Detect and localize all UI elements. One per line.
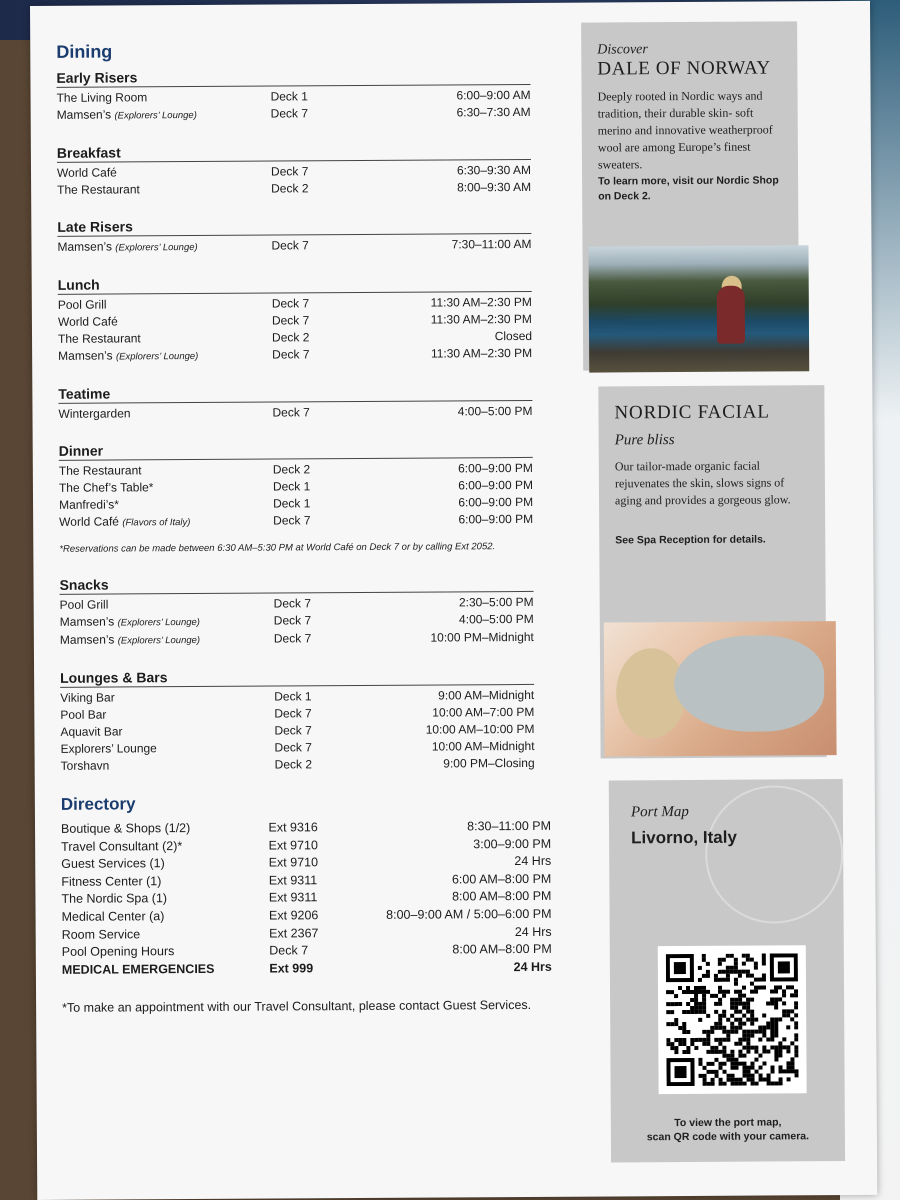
service-name: Room Service	[61, 926, 141, 942]
venue-deck: Deck 7	[271, 313, 310, 328]
venue-name-cell	[60, 631, 274, 650]
venue-hours: 10:00 AM–7:00 PM	[432, 704, 535, 720]
venue-deck: Deck 7	[273, 631, 312, 646]
section-heading: Lounges & Bars	[60, 667, 534, 688]
venue-row	[61, 755, 551, 775]
venue-deck: Deck 7	[274, 723, 312, 738]
venue-deck: Deck 7	[273, 513, 311, 528]
venue-name: Mamsen’s	[56, 107, 112, 122]
venue-note: (Explorers’ Lounge)	[117, 616, 201, 629]
section-heading: Teatime	[58, 383, 532, 404]
dining-section	[57, 142, 547, 199]
service-name: Medical Center (a)	[61, 909, 165, 924]
service-hours: 8:00 AM–8:00 PM	[452, 889, 552, 904]
venue-name: The Living Room	[56, 90, 148, 105]
service-extension: Ext 9710	[268, 837, 318, 853]
venue-hours: 11:30 AM–2:30 PM	[430, 294, 532, 310]
venue-deck: Deck 7	[271, 238, 309, 253]
venue-deck: Deck 7	[273, 596, 312, 611]
venue-name: Mamsen’s	[59, 632, 115, 647]
venue-deck: Deck 7	[273, 613, 312, 628]
qr-code-icon	[666, 953, 799, 1086]
service-name: The Nordic Spa (1)	[61, 891, 168, 907]
reservation-footnote: *Reservations can be made between 6:30 AM–5:30 PM at World Café on Deck 7 or by calling Ext 2052.	[59, 541, 496, 555]
venue-note: (Flavors of Italy)	[122, 517, 191, 529]
section-heading: Early Risers	[56, 67, 530, 88]
venue-deck: Deck 1	[272, 479, 311, 494]
fjord-photo	[588, 245, 809, 372]
qr-caption-line-1: To view the port map,	[674, 1116, 782, 1130]
service-hours: 24 Hrs	[513, 959, 552, 974]
venue-hours: 11:30 AM–2:30 PM	[430, 345, 533, 361]
section-heading: Breakfast	[57, 142, 531, 163]
venue-name: The Restaurant	[58, 463, 142, 478]
qr-caption-line-2: scan QR code with your camera.	[646, 1130, 810, 1144]
service-extension: Ext 999	[269, 961, 314, 976]
venue-name: Pool Bar	[60, 707, 107, 722]
nordic-facial-ad	[598, 385, 826, 758]
venue-name-cell	[60, 689, 274, 707]
venue-hours: 9:00 AM–Midnight	[438, 687, 535, 703]
venue-hours: 10:00 AM–10:00 PM	[425, 721, 535, 737]
venue-name-cell	[60, 613, 274, 632]
venue-row	[59, 511, 549, 532]
venue-deck: Deck 2	[272, 462, 311, 477]
venue-hours: 6:30–7:30 AM	[456, 104, 531, 120]
venue-name-cell	[57, 89, 271, 107]
venue-name-cell	[60, 706, 274, 724]
venue-name: The Chef’s Table*	[58, 480, 154, 495]
venue-row	[57, 236, 547, 257]
service-hours: 6:00 AM–8:00 PM	[451, 871, 552, 887]
ad-heading: NORDIC FACIAL	[614, 401, 770, 424]
venue-hours: 11:30 AM–2:30 PM	[430, 311, 532, 327]
venue-name: Mamsen’s	[57, 239, 112, 254]
service-name: Fitness Center (1)	[61, 873, 162, 889]
venue-name-cell	[58, 296, 272, 314]
venue-name-cell	[59, 513, 273, 532]
venue-name: Aquavit Bar	[60, 724, 123, 739]
directory-rows	[61, 818, 552, 979]
dining-section	[59, 440, 550, 532]
dining-sections	[56, 67, 550, 775]
section-heading: Lunch	[58, 274, 532, 295]
venue-note: (Explorers’ Lounge)	[114, 109, 197, 122]
venue-row	[58, 345, 548, 366]
service-name: Guest Services (1)	[61, 856, 165, 872]
venue-hours: 2:30–5:00 PM	[458, 594, 534, 610]
venue-deck: Deck 1	[274, 689, 312, 704]
qr-caption	[611, 1115, 845, 1144]
venue-hours: 6:30–9:30 AM	[456, 162, 532, 178]
venue-name: Manfredi’s*	[59, 497, 119, 512]
port-map-label: Port Map	[630, 803, 689, 821]
service-name: Pool Opening Hours	[61, 944, 175, 959]
dining-section	[59, 574, 549, 650]
venue-hours: 10:00 PM–Midnight	[430, 629, 534, 645]
ad-body: Our tailor-made organic facial rejuvenates the skin, slows signs of aging and provides a gorgeous glow.	[614, 458, 791, 508]
dining-section	[58, 383, 548, 423]
service-hours: 3:00–9:00 PM	[473, 836, 552, 851]
directory-title: Directory	[60, 794, 136, 814]
venue-name-cell	[58, 313, 272, 331]
service-hours: 24 Hrs	[514, 924, 552, 939]
service-name: MEDICAL EMERGENCIES	[61, 961, 215, 977]
port-map-card	[609, 779, 845, 1162]
venue-note: (Explorers’ Lounge)	[117, 634, 201, 647]
venue-hours: 6:00–9:00 AM	[456, 87, 531, 103]
venue-name-cell	[60, 596, 274, 614]
directory-note: *To make an appointment with our Travel Consultant, please contact Guest Services.	[62, 998, 532, 1016]
venue-hours: 6:00–9:00 PM	[458, 460, 533, 476]
venue-name-cell	[57, 238, 271, 257]
venue-note: (Explorers’ Lounge)	[115, 350, 199, 363]
venue-name: Pool Grill	[57, 297, 107, 312]
venue-hours: 8:00–9:30 AM	[457, 179, 532, 195]
service-hours: 8:00 AM–8:00 PM	[452, 941, 552, 957]
service-extension: Ext 9206	[268, 908, 319, 923]
venue-name: Torshavn	[60, 758, 110, 773]
ad-call-to-action: To learn more, visit our Nordic Shop on Deck 2.	[598, 174, 779, 203]
service-hours: 24 Hrs	[514, 854, 552, 869]
decorative-ornament	[705, 785, 844, 924]
ad-pre-title: Discover	[597, 42, 648, 58]
schedule-column	[56, 39, 552, 1015]
venue-deck: Deck 7	[272, 405, 310, 420]
dining-section	[57, 216, 547, 257]
facial-photo	[604, 621, 837, 756]
venue-name: Mamsen’s	[58, 348, 113, 363]
directory	[61, 792, 552, 1015]
venue-deck: Deck 1	[273, 496, 311, 511]
venue-name-cell	[59, 479, 273, 497]
venue-deck: Deck 7	[272, 347, 310, 362]
venue-name-cell	[58, 405, 272, 423]
ad-call-to-action: See Spa Reception for details.	[615, 533, 766, 547]
venue-hours: Closed	[494, 328, 533, 344]
venue-row	[60, 629, 550, 650]
venue-name-cell	[60, 723, 274, 741]
venue-deck: Deck 2	[274, 757, 313, 772]
venue-name-cell	[58, 347, 272, 366]
service-name: Travel Consultant (2)*	[61, 838, 183, 854]
venue-hours: 7:30–11:00 AM	[451, 236, 532, 252]
photo-figure-body	[717, 286, 745, 344]
directory-row	[62, 959, 552, 980]
port-city: Livorno, Italy	[631, 827, 737, 848]
dale-of-norway-ad	[581, 21, 799, 370]
service-extension: Ext 9311	[268, 890, 318, 905]
section-heading: Dinner	[59, 440, 533, 461]
service-extension: Ext 9710	[268, 855, 319, 870]
venue-hours: 4:00–5:00 PM	[458, 611, 534, 627]
venue-hours: 6:00–9:00 PM	[458, 494, 534, 510]
section-heading: Late Risers	[57, 216, 531, 237]
venue-name-cell	[59, 496, 273, 514]
dining-title: Dining	[56, 41, 113, 62]
venue-row	[57, 104, 547, 125]
venue-deck: Deck 2	[271, 181, 309, 196]
venue-name: The Restaurant	[57, 182, 140, 197]
venue-name-cell	[58, 330, 272, 348]
venue-deck: Deck 7	[270, 106, 309, 121]
venue-name: World Café	[59, 514, 120, 529]
ad-body: Deeply rooted in Nordic ways and tradition, their durable skin- soft merino and innovative weatherproof wool are among Europe’s finest sweaters.	[597, 88, 773, 172]
venue-name: Pool Grill	[59, 597, 109, 612]
ad-heading: DALE OF NORWAY	[597, 57, 771, 80]
venue-deck: Deck 7	[270, 164, 309, 179]
dining-section	[58, 274, 549, 366]
venue-hours: 6:00–9:00 PM	[458, 511, 534, 527]
daily-program-page	[30, 1, 877, 1200]
venue-row	[57, 179, 547, 199]
ad-subheading: Pure bliss	[614, 432, 675, 449]
venue-name-cell	[57, 181, 271, 199]
venue-deck: Deck 7	[274, 740, 312, 755]
venue-deck: Deck 2	[271, 330, 310, 345]
venue-name: World Café	[56, 165, 117, 180]
dining-section	[60, 667, 551, 775]
qr-code[interactable]	[658, 945, 807, 1094]
service-hours: 8:00–9:00 AM / 5:00–6:00 PM	[386, 906, 552, 922]
venue-deck: Deck 7	[271, 296, 310, 311]
venue-row	[58, 403, 548, 423]
dining-section	[56, 67, 546, 125]
service-hours: 8:30–11:00 PM	[467, 818, 552, 834]
venue-name-cell	[60, 740, 274, 758]
photo-face-mask	[674, 635, 825, 732]
venue-hours: 4:00–5:00 PM	[457, 403, 533, 419]
venue-name: Viking Bar	[60, 690, 115, 705]
venue-name-cell	[59, 462, 273, 480]
venue-name: Explorers’ Lounge	[60, 741, 157, 756]
venue-name: The Restaurant	[57, 331, 141, 346]
venue-hours: 10:00 AM–Midnight	[431, 738, 535, 754]
venue-name: Wintergarden	[58, 406, 131, 421]
service-name: Boutique & Shops (1/2)	[60, 821, 191, 836]
service-extension: Deck 7	[269, 943, 309, 958]
section-heading: Snacks	[59, 574, 533, 595]
venue-hours: 6:00–9:00 PM	[458, 477, 533, 493]
venue-deck: Deck 7	[274, 706, 312, 721]
venue-name-cell	[61, 757, 275, 775]
service-extension: Ext 2367	[269, 925, 319, 941]
venue-note: (Explorers’ Lounge)	[115, 241, 198, 254]
venue-name: Mamsen’s	[59, 614, 115, 629]
venue-name-cell	[57, 164, 271, 182]
venue-deck: Deck 1	[270, 89, 308, 104]
service-extension: Ext 9311	[268, 873, 318, 888]
venue-name: World Café	[57, 314, 118, 329]
service-extension: Ext 9316	[268, 820, 318, 835]
venue-name-cell	[57, 106, 271, 125]
venue-hours: 9:00 PM–Closing	[443, 755, 535, 771]
